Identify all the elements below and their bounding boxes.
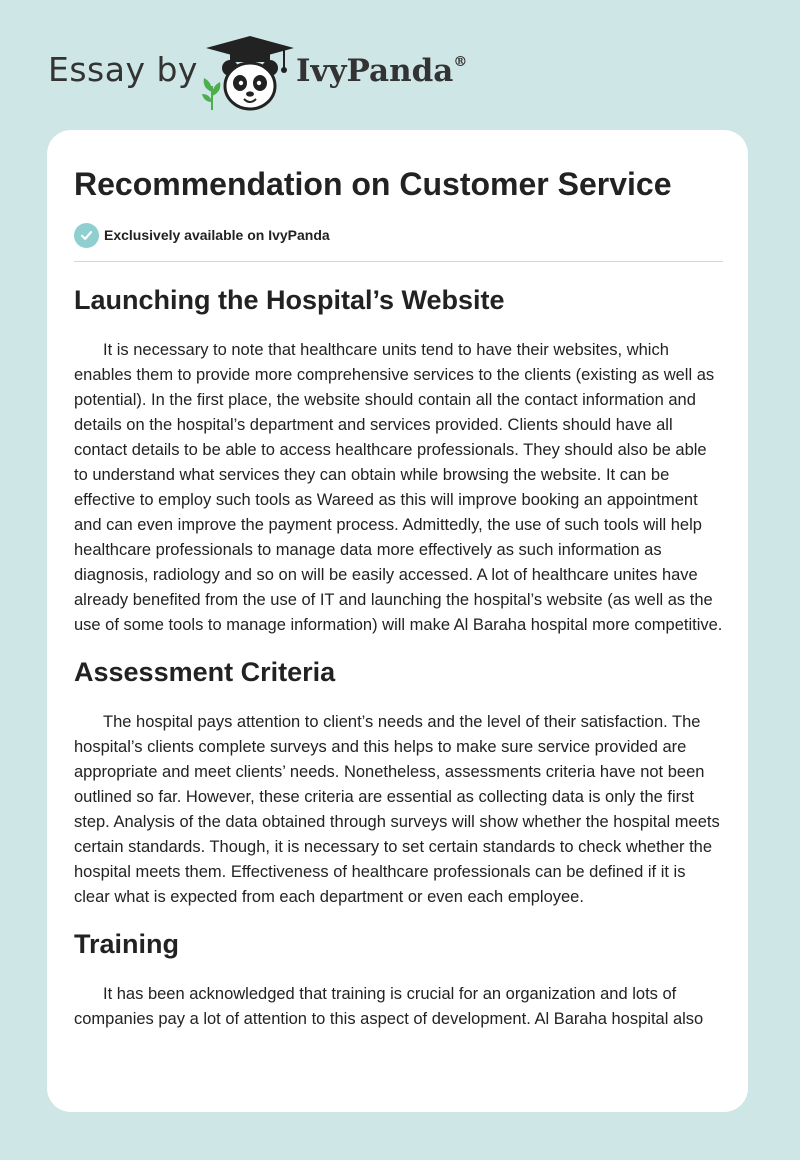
title-divider (74, 261, 723, 262)
essay-card (47, 130, 748, 1112)
brand-name[interactable] (296, 53, 467, 89)
section-heading: Launching the Hospital’s Website (74, 285, 505, 315)
page-title: Recommendation on Customer Service (74, 166, 672, 202)
section-launching-website (74, 282, 724, 638)
section-assessment-criteria (74, 654, 724, 910)
section-heading: Assessment Criteria (74, 657, 336, 687)
section-heading: Training (74, 929, 180, 959)
site-header (0, 0, 800, 130)
section-paragraph: It is necessary to note that healthcare units tend to have their websites, which enables them to provide more comprehensive services to the clients (existing as well as potential). In the first place, the website should contain all the contact information and details on the hospital’s department and services provided. Clients should have all contact details to be able to access healthcare professionals. They should also be able to understand what services they can obtain while browsing the website. It can be effective to employ such tools as Wareed as this will improve booking an appointment and can even improve the payment process. Admittedly, the use of such tools will help healthcare professionals to manage data more effectively as such information as diagnosis, radiology and so on will be easily accessed. A lot of healthcare unites have already benefited from the use of IT and launching the hospital’s website (as well as the use of some tools to manage information) will make Al Baraha hospital more competitive. (74, 341, 723, 634)
section-training (74, 926, 724, 1032)
exclusive-badge-text: Exclusively available on IvyPanda (104, 227, 330, 243)
section-paragraph: It has been acknowledged that training is crucial for an organization and lots of companies pay a lot of attention to this aspect of development. Al Baraha hospital also (74, 985, 704, 1028)
brand-name-text: IvyPanda (296, 53, 454, 89)
check-icon (74, 223, 99, 248)
registered-mark: ® (453, 53, 468, 70)
section-paragraph: The hospital pays attention to client’s needs and the level of their satisfaction. The hospital’s clients complete surveys and this helps to make sure service provided are appropriate and meet clients’ needs. Nonetheless, assessments criteria have not been outlined so far. However, these criteria are essential as collecting data is only the first step. Analysis of the data obtained through surveys will show whether the hospital meets certain standards. Though, it is necessary to set certain standards to check whether the hospital meets them. Effectiveness of healthcare professionals can be defined if it is clear what is expected from each department or even each employee. (74, 713, 720, 906)
essay-content (74, 282, 724, 1048)
brand-prefix: Essay by (48, 50, 198, 89)
panda-graduation-cap-icon[interactable] (200, 34, 296, 112)
exclusive-badge (74, 222, 330, 248)
